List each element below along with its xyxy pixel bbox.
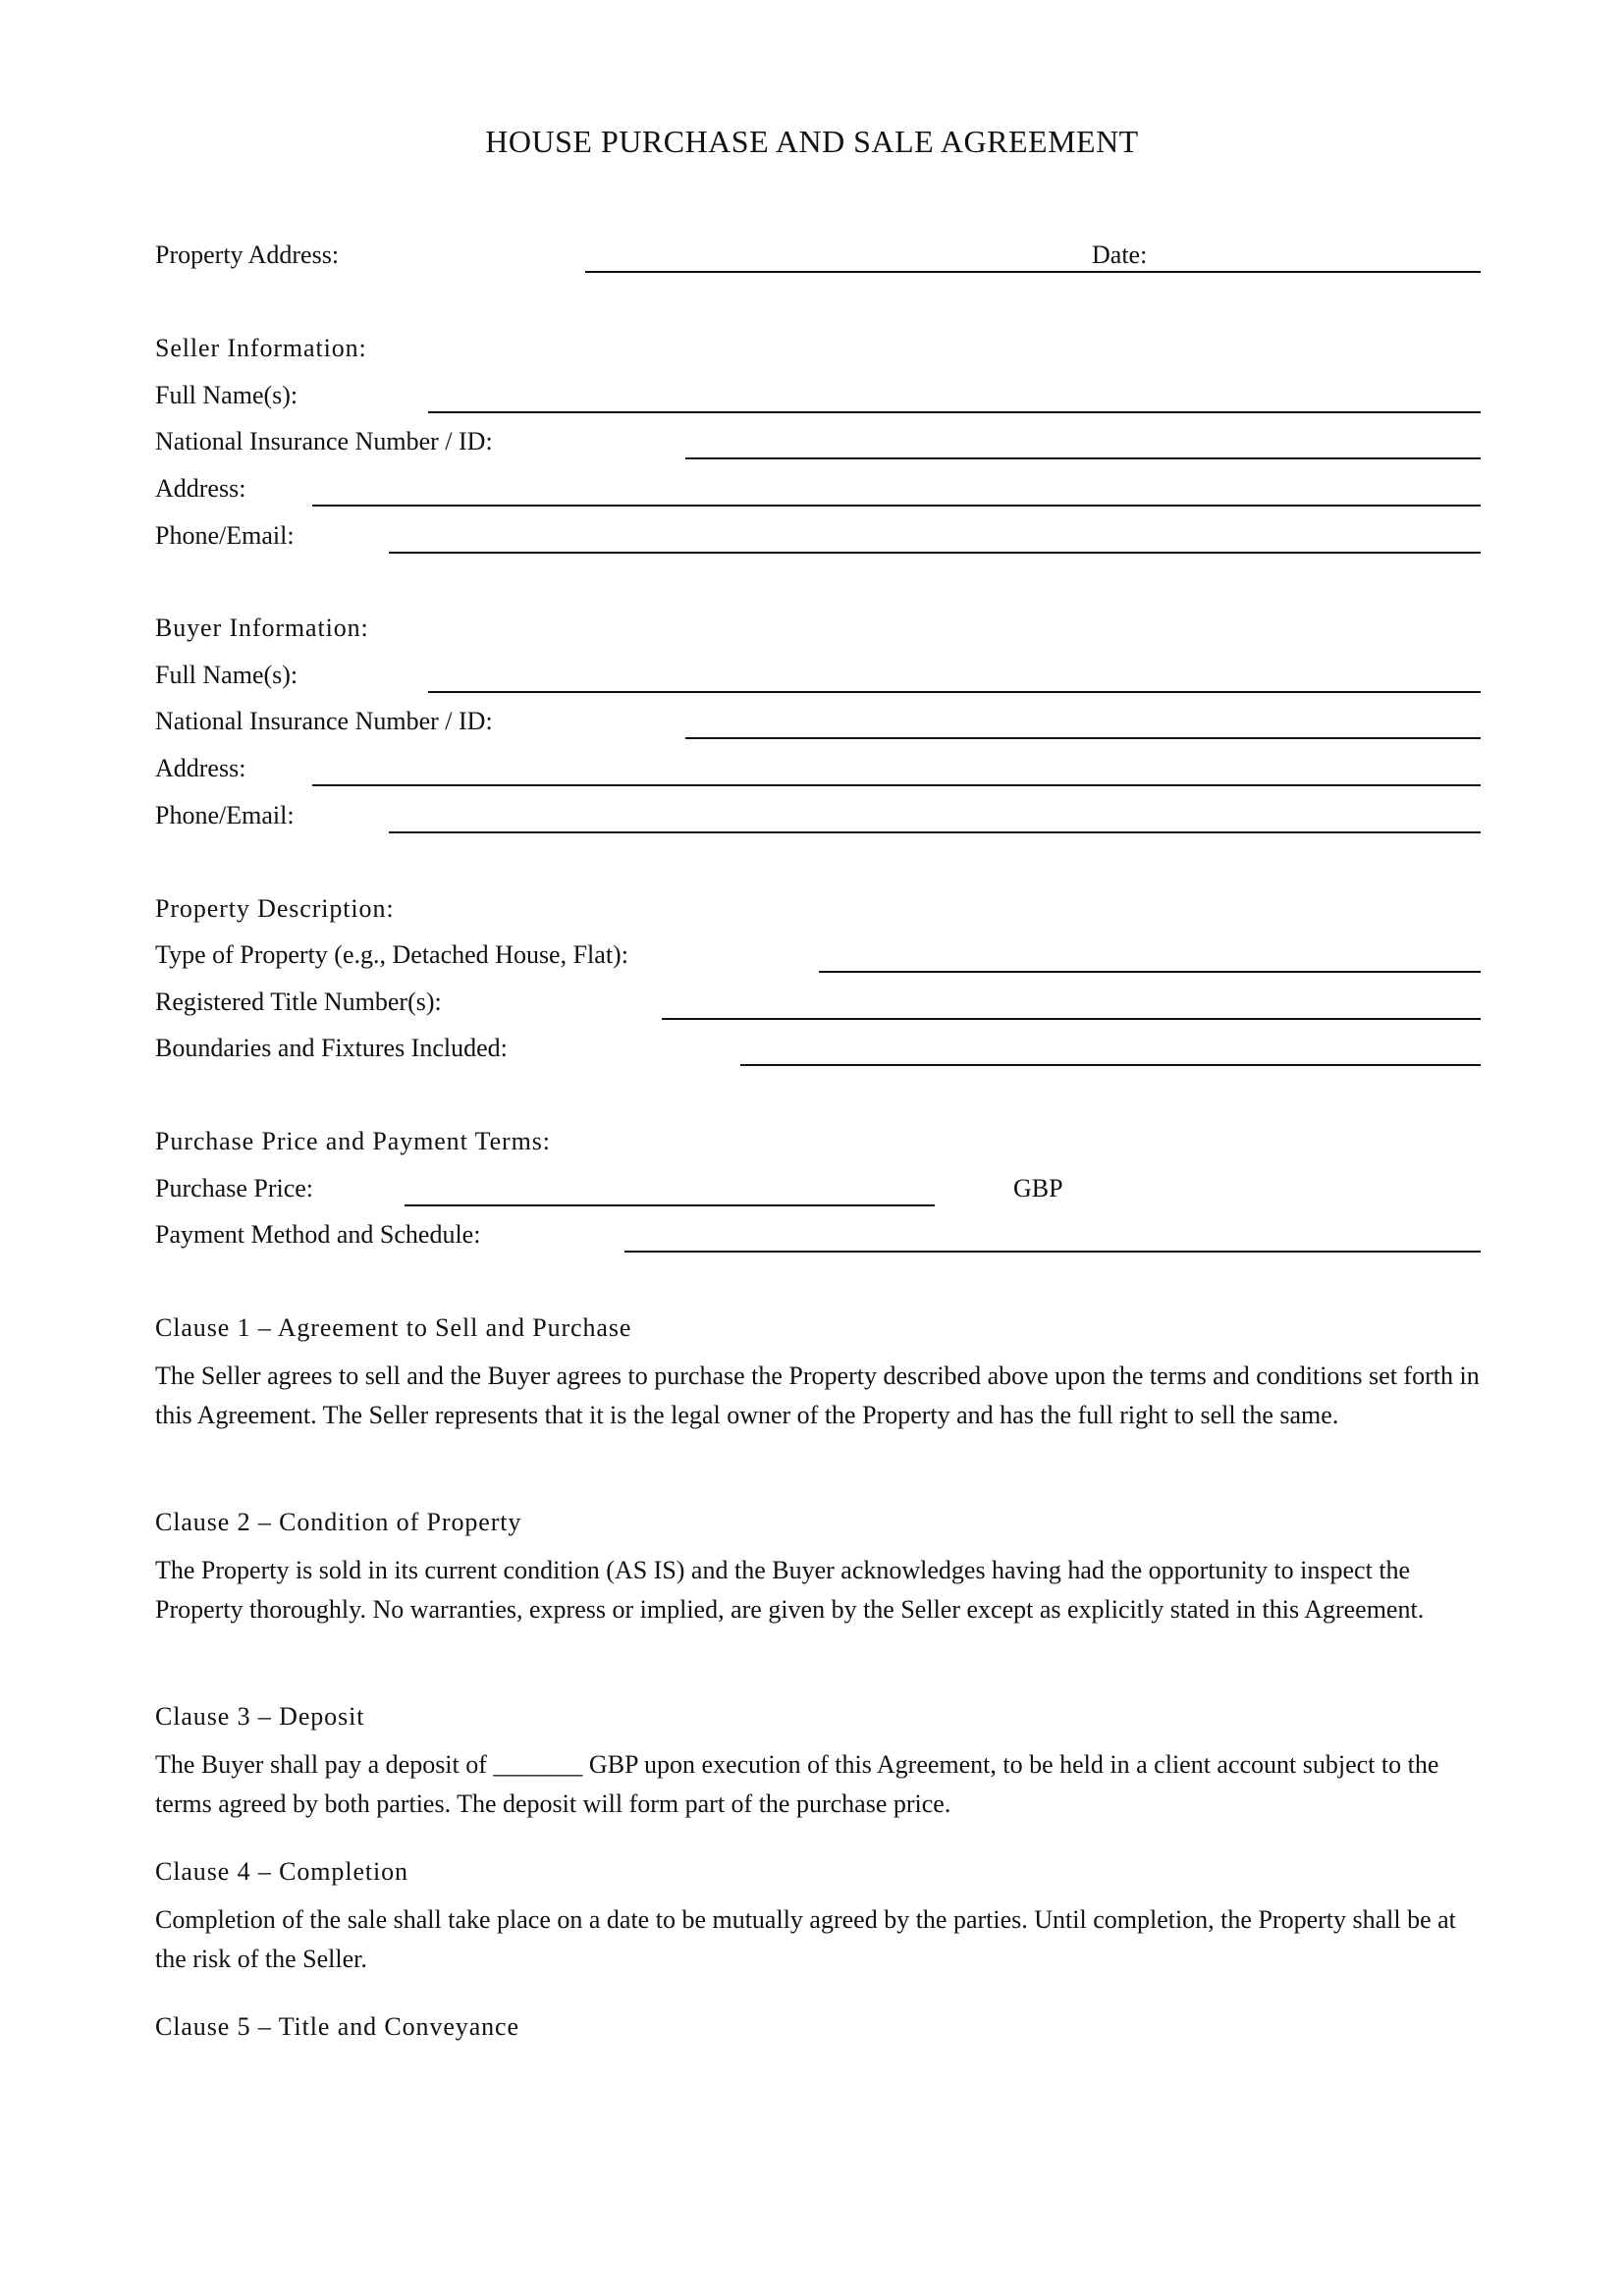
seller-address-field[interactable]: [312, 505, 1481, 507]
purchase-price-label: Purchase Price:: [155, 1174, 314, 1202]
clause-body: Completion of the sale shall take place on a date to be mutually agreed by the parties. Until completion, the Property shall be at the risk of the Seller.: [155, 1905, 1456, 1973]
clause-body: The Property is sold in its current condition (AS IS) and the Buyer acknowledges having had the opportunity to inspect the Property thoroughly. No warranties, express or implied, are given by the Seller except as explicitly stated in this Agreement.: [155, 1556, 1425, 1624]
boundaries-label: Boundaries and Fixtures Included:: [155, 1034, 508, 1062]
clause-heading: Clause 3 – Deposit: [155, 1702, 365, 1731]
title-numbers-field[interactable]: [662, 1018, 1481, 1020]
title-numbers-label: Registered Title Number(s):: [155, 988, 442, 1016]
property-address-label: Property Address:: [155, 240, 340, 269]
document-title: HOUSE PURCHASE AND SALE AGREEMENT: [485, 124, 1139, 159]
seller-address-label: Address:: [155, 474, 246, 503]
buyer-address-field[interactable]: [312, 784, 1481, 786]
clause-body: The Seller agrees to sell and the Buyer agrees to purchase the Property described above upon the terms and conditions set forth in this Agreement. The Seller represents that it is the legal owner of the Property and has the full right to sell the same.: [155, 1362, 1480, 1429]
seller-full-name-field[interactable]: [428, 411, 1481, 413]
clause-heading: Clause 5 – Title and Conveyance: [155, 2012, 519, 2041]
buyer-contact-field[interactable]: [389, 831, 1481, 833]
clause-heading: Clause 1 – Agreement to Sell and Purchase: [155, 1313, 632, 1342]
buyer-ni-field[interactable]: [685, 737, 1481, 739]
buyer-section-heading: Buyer Information:: [155, 614, 369, 642]
currency-label: GBP: [1013, 1174, 1063, 1202]
seller-ni-label: National Insurance Number / ID:: [155, 427, 493, 455]
seller-contact-label: Phone/Email:: [155, 521, 295, 550]
buyer-full-name-field[interactable]: [428, 691, 1481, 693]
property-section-heading: Property Description:: [155, 894, 395, 923]
buyer-ni-label: National Insurance Number / ID:: [155, 707, 493, 735]
property-type-label: Type of Property (e.g., Detached House, Flat):: [155, 940, 628, 969]
boundaries-field[interactable]: [740, 1064, 1481, 1066]
seller-full-name-label: Full Name(s):: [155, 381, 298, 409]
buyer-contact-label: Phone/Email:: [155, 801, 295, 829]
date-label: Date:: [1092, 240, 1148, 269]
buyer-address-label: Address:: [155, 754, 246, 782]
purchase-price-field[interactable]: [405, 1204, 935, 1206]
seller-ni-field[interactable]: [685, 457, 1481, 459]
payment-method-field[interactable]: [624, 1251, 1481, 1253]
clause-body: The Buyer shall pay a deposit of _______ GBP upon execution of this Agreement, to be held in a client account subject to the terms agreed by both parties. The deposit will form part of the purchase price.: [155, 1750, 1439, 1818]
clause-heading: Clause 2 – Condition of Property: [155, 1508, 522, 1536]
buyer-full-name-label: Full Name(s):: [155, 661, 298, 689]
seller-contact-field[interactable]: [389, 552, 1481, 554]
seller-section-heading: Seller Information:: [155, 334, 367, 362]
payment-method-label: Payment Method and Schedule:: [155, 1220, 481, 1249]
payment-section-heading: Purchase Price and Payment Terms:: [155, 1127, 551, 1155]
clause-heading: Clause 4 – Completion: [155, 1857, 408, 1886]
property-address-field[interactable]: [585, 271, 1481, 273]
property-type-field[interactable]: [819, 971, 1481, 973]
